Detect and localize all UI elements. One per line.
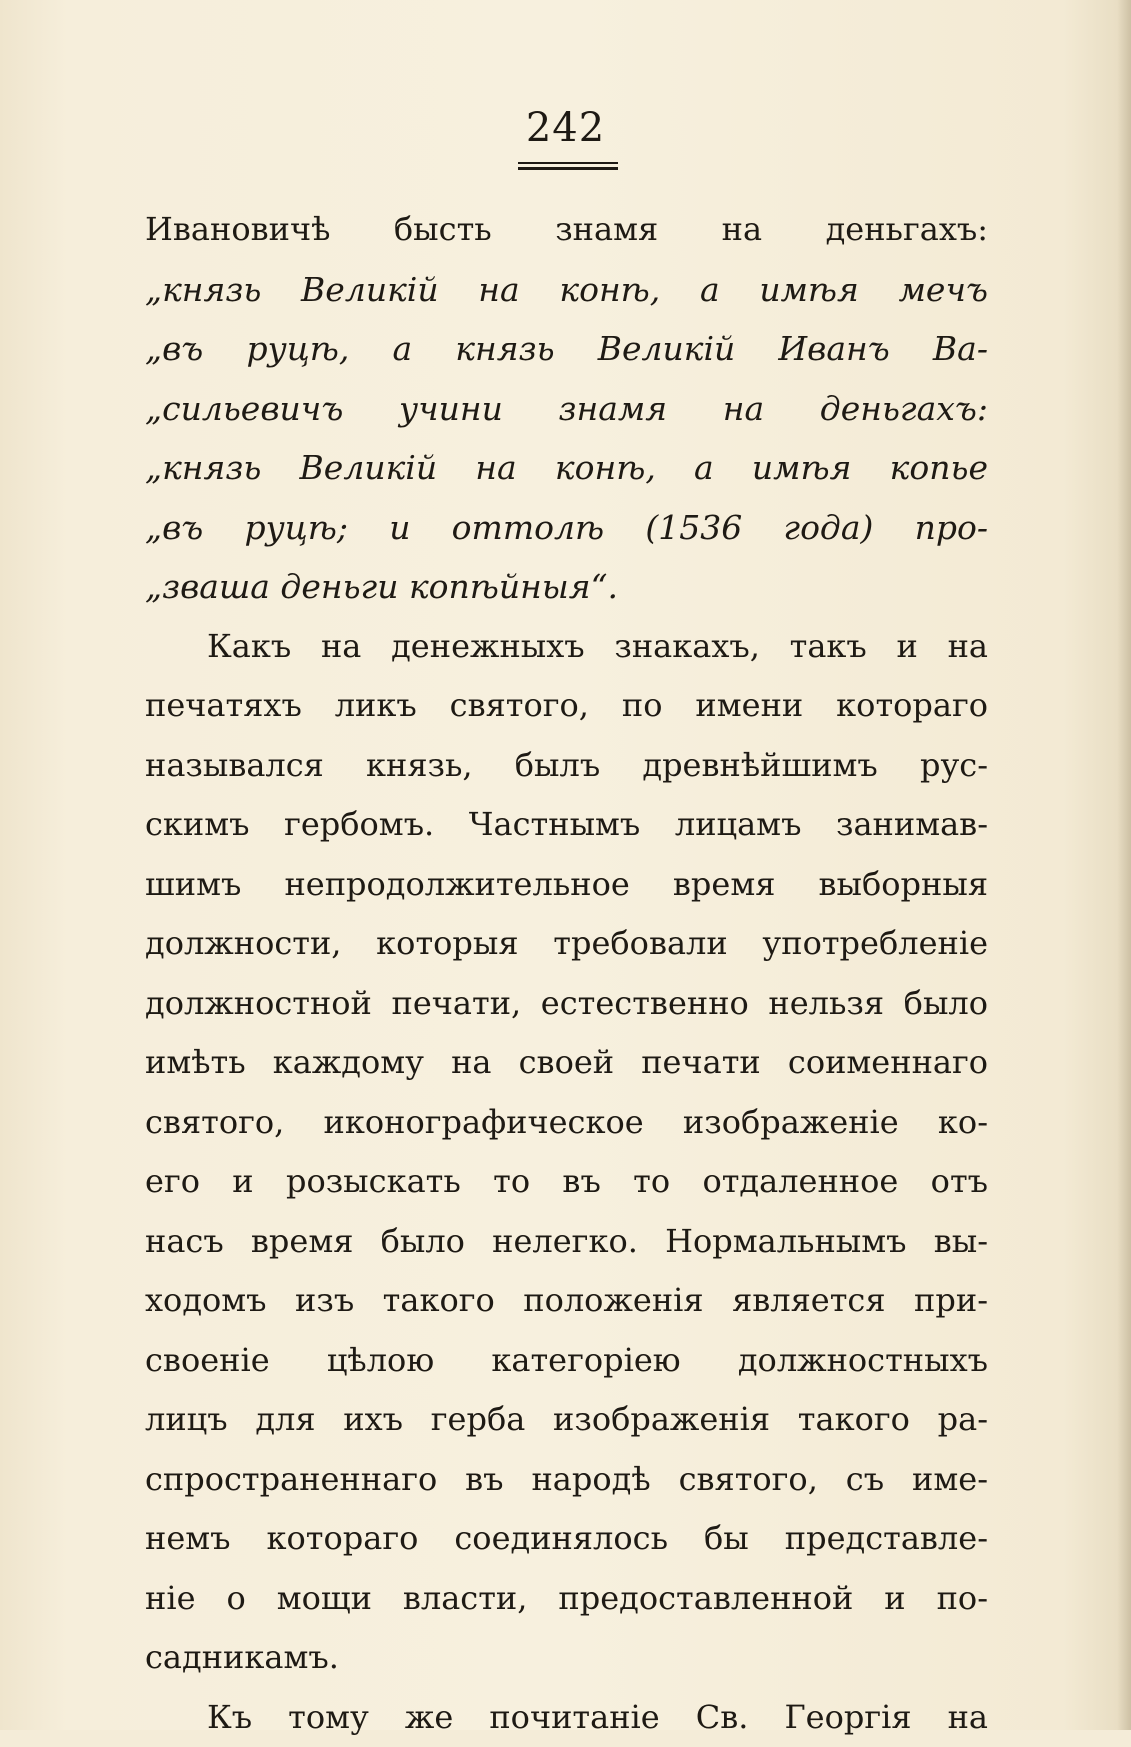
- quote-line: „князь Великій на конѣ, а имѣя мечъ: [145, 260, 988, 320]
- header-rule-thin: [518, 162, 618, 164]
- text-line: должности, которыя требовали употребленіе: [145, 914, 988, 974]
- text-line: садникамъ.: [145, 1628, 988, 1688]
- text-line: Ивановичѣ бысть знамя на деньгахъ:: [145, 200, 988, 260]
- text-line: лицъ для ихъ герба изображенія такого ра-: [145, 1390, 988, 1450]
- header-rule-thick: [518, 167, 618, 170]
- text-line: шимъ непродолжительное время выборныя: [145, 855, 988, 915]
- text-line: немъ котораго соединялось бы представле-: [145, 1509, 988, 1569]
- text-line: своеніе цѣлою категоріею должностныхъ: [145, 1331, 988, 1391]
- page-edge-shadow: [1117, 0, 1131, 1730]
- text-line: насъ время было нелегко. Нормальнымъ вы-: [145, 1212, 988, 1272]
- text-line: святого, иконографическое изображеніе ко-: [145, 1093, 988, 1153]
- text-line: его и розыскать то въ то отдаленное отъ: [145, 1152, 988, 1212]
- text-line: назывался князь, былъ древнѣйшимъ рус-: [145, 736, 988, 796]
- quote-line: „въ руцѣ; и оттолѣ (1536 года) про-: [145, 498, 988, 558]
- text-line: должностной печати, естественно нельзя было: [145, 974, 988, 1034]
- paragraph-first-line: Какъ на денежныхъ знакахъ, такъ и на: [145, 617, 988, 677]
- text-line: имѣть каждому на своей печати соименнаго: [145, 1033, 988, 1093]
- text-line: скимъ гербомъ. Частнымъ лицамъ занимав-: [145, 795, 988, 855]
- body-text: [145, 200, 988, 1747]
- quote-line: „сильевичъ учини знамя на деньгахъ:: [145, 379, 988, 439]
- text-line: ходомъ изъ такого положенія является при-: [145, 1271, 988, 1331]
- text-line: ніе о мощи власти, предоставленной и по-: [145, 1569, 988, 1629]
- quote-line: „зваша деньги копѣйныя“.: [145, 557, 988, 617]
- quote-line: „князь Великій на конѣ, а имѣя копье: [145, 438, 988, 498]
- text-line: спространеннаго въ народѣ святого, съ име-: [145, 1450, 988, 1510]
- paragraph-first-line: Къ тому же почитаніе Св. Георгія на: [145, 1688, 988, 1747]
- quote-line: „въ руцѣ, а князь Великій Иванъ Ва-: [145, 319, 988, 379]
- page-number: 242: [0, 105, 1131, 151]
- text-line: печатяхъ ликъ святого, по имени котораго: [145, 676, 988, 736]
